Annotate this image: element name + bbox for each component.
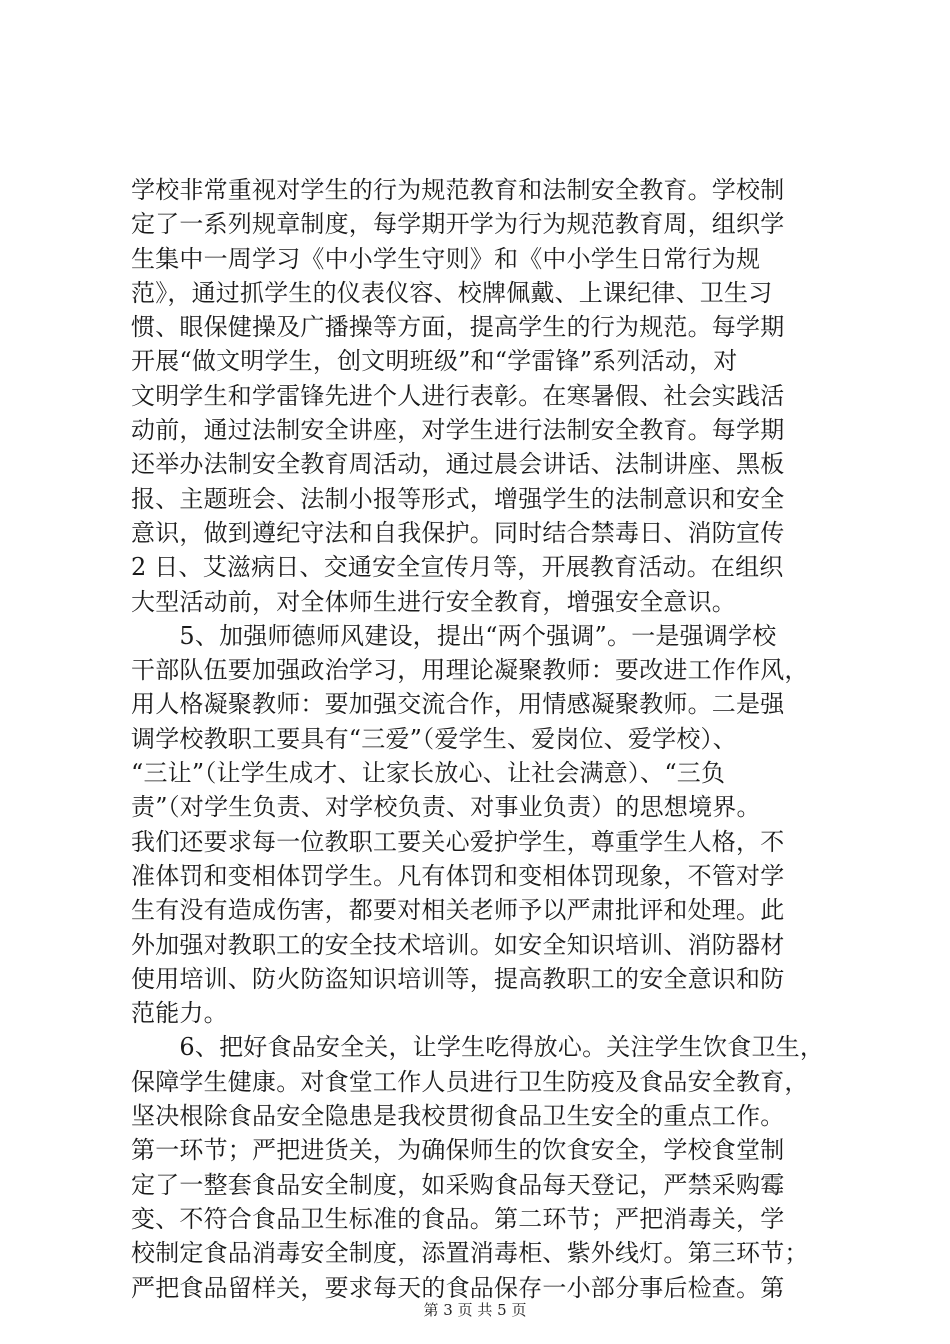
text-line: 责”（对学生负责、对学校负责、对事业负责）的思想境界。 bbox=[131, 793, 761, 822]
text-line: 保障学生健康。对食堂工作人员进行卫生防疫及食品安全教育， bbox=[131, 1067, 809, 1096]
text-line: 6、把好食品安全关，让学生吃得放心。关注学生饮食卫生， bbox=[131, 1033, 825, 1062]
text-line: 用人格凝聚教师：要加强交流合作，用情感凝聚教师。二是强 bbox=[131, 690, 785, 719]
text-line: 生集中一周学习《中小学生守则》和《中小学生日常行为规 bbox=[131, 244, 761, 273]
text-line: 意识，做到遵纪守法和自我保护。同时结合禁毒日、消防宣传 bbox=[131, 518, 785, 547]
text-line: 变、不符合食品卫生标准的食品。第二环节；严把消毒关，学 bbox=[131, 1204, 785, 1233]
document-body bbox=[131, 173, 831, 1305]
text-line: 坚决根除食品安全隐患是我校贯彻食品卫生安全的重点工作。 bbox=[131, 1102, 785, 1131]
text-line: 范》，通过抓学生的仪表仪容、校牌佩戴、上课纪律、卫生习 bbox=[131, 278, 773, 307]
text-line: 外加强对教职工的安全技术培训。如安全知识培训、消防器材 bbox=[131, 930, 785, 959]
text-line: 范能力。 bbox=[131, 999, 228, 1028]
text-line: 我们还要求每一位教职工要关心爱护学生，尊重学生人格，不 bbox=[131, 827, 785, 856]
text-line: 严把食品留样关，要求每天的食品保存一小部分事后检查。第 bbox=[131, 1273, 785, 1302]
text-line: 第一环节；严把进货关，为确保师生的饮食安全，学校食堂制 bbox=[131, 1136, 785, 1165]
text-line: 大型活动前，对全体师生进行安全教育，增强安全意识。 bbox=[131, 587, 736, 616]
text-line: 使用培训、防火防盗知识培训等，提高教职工的安全意识和防 bbox=[131, 964, 785, 993]
text-line: “三让”（让学生成才、让家长放心、让社会满意）、“三负 bbox=[131, 759, 726, 788]
text-line: 惯、眼保健操及广播操等方面，提高学生的行为规范。每学期 bbox=[131, 313, 785, 342]
text-line: 准体罚和变相体罚学生。凡有体罚和变相体罚现象，不管对学 bbox=[131, 861, 785, 890]
text-line: 2 日、艾滋病日、交通安全宣传月等，开展教育活动。在组织 bbox=[131, 553, 784, 582]
text-line: 5、加强师德师风建设，提出“两个强调”。一是强调学校 bbox=[131, 621, 777, 650]
text-line: 报、主题班会、法制小报等形式，增强学生的法制意识和安全 bbox=[131, 484, 785, 513]
text-line: 学校非常重视对学生的行为规范教育和法制安全教育。学校制 bbox=[131, 176, 785, 204]
text-line: 定了一整套食品安全制度，如采购食品每天登记，严禁采购霉 bbox=[131, 1170, 785, 1199]
text-line: 校制定食品消毒安全制度，添置消毒柜、紫外线灯。第三环节； bbox=[131, 1239, 809, 1268]
text-line: 动前，通过法制安全讲座，对学生进行法制安全教育。每学期 bbox=[131, 416, 785, 445]
text-line: 生有没有造成伤害，都要对相关老师予以严肃批评和处理。此 bbox=[131, 896, 785, 925]
text-line: 定了一系列规章制度，每学期开学为行为规范教育周，组织学 bbox=[131, 210, 785, 239]
page-number-footer: 第 3 页 共 5 页 bbox=[423, 1301, 527, 1319]
text-line: 文明学生和学雷锋先进个人进行表彰。在寒暑假、社会实践活 bbox=[131, 381, 785, 410]
text-line: 调学校教职工要具有“三爱”（爱学生、爱岗位、爱学校）、 bbox=[131, 724, 737, 753]
text-line: 还举办法制安全教育周活动，通过晨会讲话、法制讲座、黑板 bbox=[131, 450, 785, 479]
text-line: 开展“做文明学生，创文明班级”和“学雷锋”系列活动，对 bbox=[131, 347, 738, 376]
text-line: 干部队伍要加强政治学习，用理论凝聚教师：要改进工作作风， bbox=[131, 656, 809, 685]
